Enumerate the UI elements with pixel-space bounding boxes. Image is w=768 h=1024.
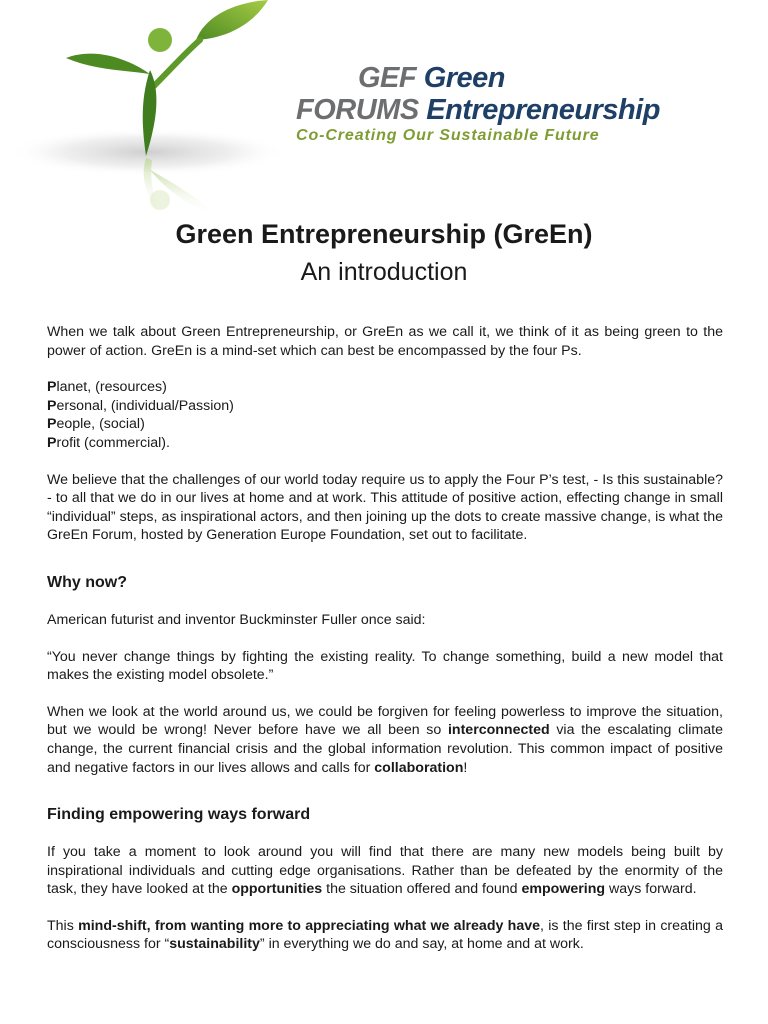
brand-entrepreneurship: Entrepreneurship — [426, 94, 660, 126]
page-subtitle: An introduction — [300, 258, 468, 286]
interconnected-paragraph: When we look at the world around us, we could be forgiven for feeling powerless to improve the situation, but we would be wrong! Never before have we all been so interconnected via the escalating climate change, the current financial crisis and the global information revolution. This common impact of positive and negative factors in our lives allows and calls for collaboration! — [47, 703, 724, 776]
list-item: Profit (commercial). — [47, 434, 170, 451]
belief-paragraph: We believe that the challenges of our world today require us to apply the Four P’s test, - Is this sustainable? - to all that we do in our lives at home and at work. This attitude of positive action, effecting change in small “individual” steps, as inspirational actors, and then joining up the dots to create massive change, is what the GreEn Forum, hosted by Generation Europe Foundation, set out to facilitate. — [47, 471, 723, 544]
logo-figure-icon — [0, 0, 290, 225]
fuller-quote: “You never change things by fighting the existing reality. To change something, build a new model that makes the existing model obsolete.” — [47, 648, 723, 684]
mindshift-paragraph: This mind-shift, from wanting more to appreciating what we already have, is the first step in creating a consciousness for “sustainability” in everything we do and say, at home and at work. — [47, 917, 723, 953]
list-item: People, (social) — [47, 416, 145, 433]
brand-forums: FORUMS — [296, 94, 419, 126]
list-item: Planet, (resources) — [47, 379, 167, 396]
four-ps-list — [47, 378, 723, 452]
list-item: Personal, (individual/Passion) — [47, 397, 234, 414]
brand-gef: GEF — [358, 62, 417, 94]
intro-paragraph: When we talk about Green Entrepreneurship, or GreEn as we call it, we think of it as being green to the power of action. GreEn is a mind-set which can best be encompassed by the four Ps. — [47, 324, 723, 359]
brand-wordmark — [296, 62, 660, 145]
models-paragraph: If you take a moment to look around you will find that there are many new models being built by inspirational individuals and cutting edge organisations. Rather than be defeated by the enormity of the task, they have looked at the opportunities the situation offered and found empowering ways forward. — [47, 844, 723, 898]
brand-line-2 — [296, 94, 660, 126]
forward-heading: Finding empowering ways forward — [47, 806, 311, 824]
brand-tagline: Co-Creating Our Sustainable Future — [296, 127, 600, 144]
page-title: Green Entrepreneurship (GreEn) — [175, 219, 593, 249]
fuller-lead: American futurist and inventor Buckminster Fuller once said: — [47, 611, 426, 628]
document-body — [47, 323, 723, 972]
why-now-heading: Why now? — [47, 573, 127, 591]
brand-green: Green — [423, 62, 506, 94]
brand-line-1 — [296, 62, 656, 94]
